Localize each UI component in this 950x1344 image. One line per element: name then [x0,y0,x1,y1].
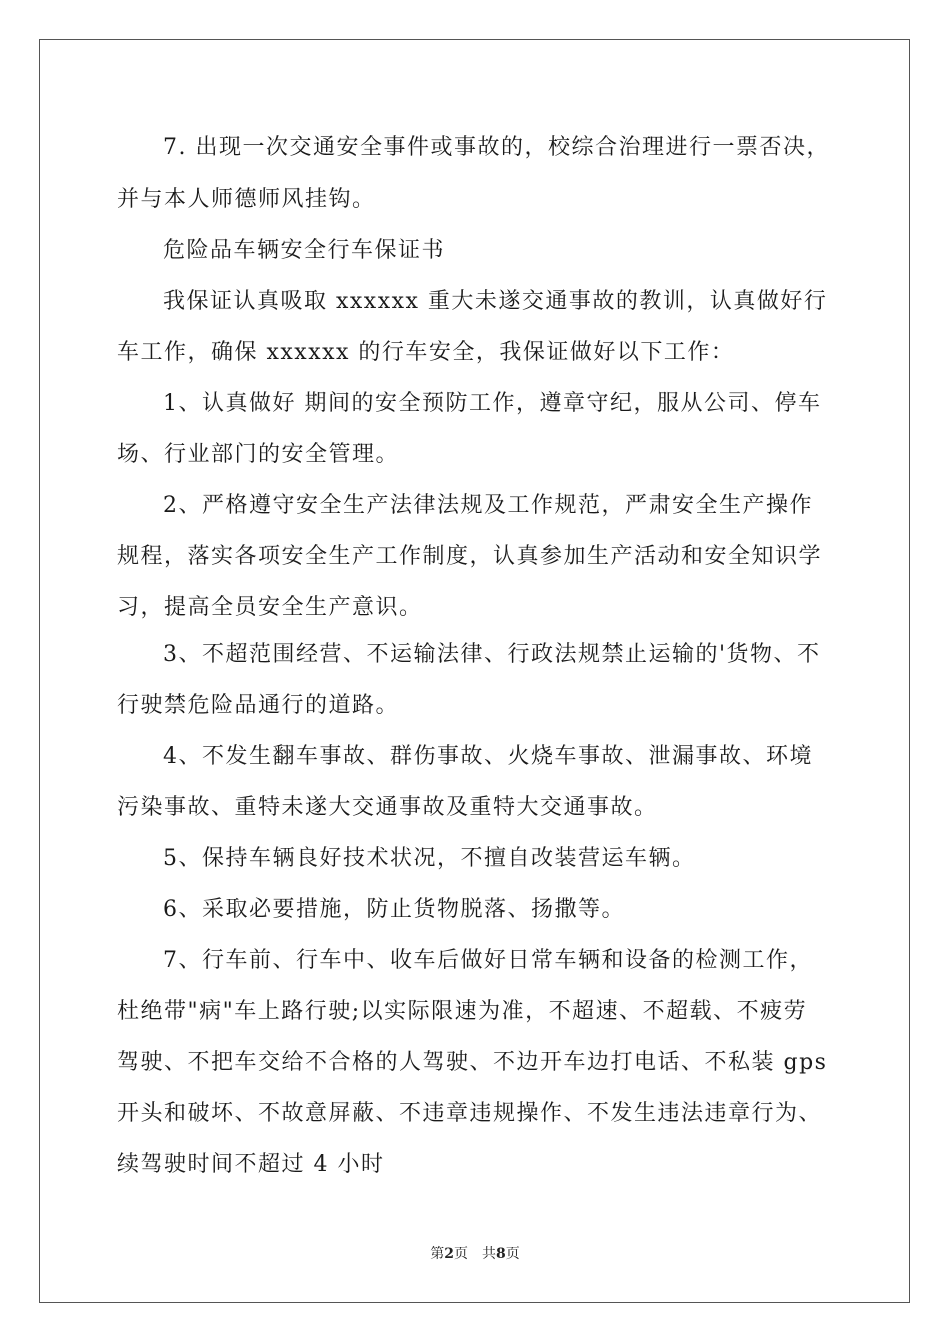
current-page-number: 2 [444,1246,454,1262]
text-line: 场、行业部门的安全管理。 [117,442,400,467]
page-number-prefix: 第 [430,1246,445,1262]
text-line: 我保证认真吸取 xxxxxx 重大未遂交通事故的教训，认真做好行 [163,289,828,314]
text-line: 2、严格遵守安全生产法律法规及工作规范，严肃安全生产操作 [163,493,813,518]
section-title: 危险品车辆安全行车保证书 [163,238,446,263]
text-line: 续驾驶时间不超过 4 小时 [117,1152,385,1177]
text-line: 杜绝带"病"车上路行驶;以实际限速为准，不超速、不超载、不疲劳 [117,999,808,1024]
text-line: 1、认真做好 期间的安全预防工作，遵章守纪，服从公司、停车 [163,391,822,416]
page-number-mid: 页 共 [454,1246,496,1262]
text-line: 6、采取必要措施，防止货物脱落、扬撒等。 [163,897,625,922]
page-footer [0,1245,950,1263]
text-line: 车工作，确保 xxxxxx 的行车安全，我保证做好以下工作： [117,340,735,365]
text-line: 开头和破坏、不故意屏蔽、不违章违规操作、不发生违法违章行为、 [117,1101,823,1126]
text-line: 5、保持车辆良好技术状况，不擅自改装营运车辆。 [163,846,696,871]
text-line: 4、不发生翻车事故、群伤事故、火烧车事故、泄漏事故、环境 [163,744,813,769]
text-line: 7. 出现一次交通安全事件或事故的，校综合治理进行一票否决， [163,135,830,160]
text-line: 规程，落实各项安全生产工作制度，认真参加生产活动和安全知识学 [117,544,823,569]
text-line: 驾驶、不把车交给不合格的人驾驶、不边开车边打电话、不私装 gps [117,1050,828,1075]
text-line: 污染事故、重特未遂大交通事故及重特大交通事故。 [117,795,658,820]
text-line: 习，提高全员安全生产意识。 [117,595,423,620]
total-page-count: 8 [496,1246,506,1262]
text-line: 行驶禁危险品通行的道路。 [117,693,400,718]
page-number-suffix: 页 [505,1246,520,1262]
text-line: 并与本人师德师风挂钩。 [117,187,376,212]
text-line: 3、不超范围经营、不运输法律、行政法规禁止运输的'货物、不 [163,642,821,667]
text-line: 7、行车前、行车中、收车后做好日常车辆和设备的检测工作， [163,948,813,973]
